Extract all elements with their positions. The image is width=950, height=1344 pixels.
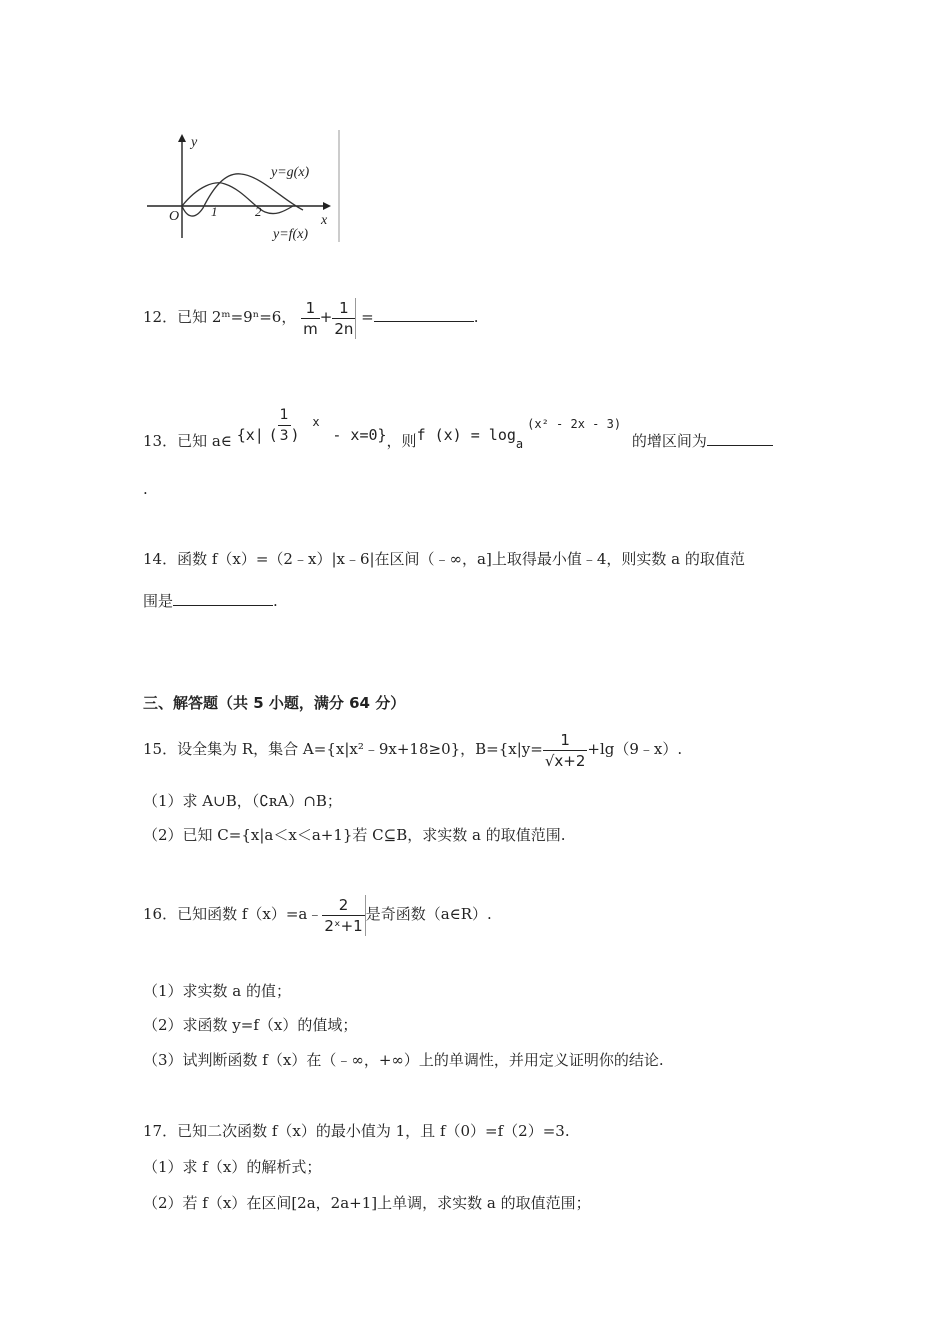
q13-base-fraction: $\frac{1}{3}$ — [279, 407, 289, 444]
q17-part-1: （1）求 f（x）的解析式； — [143, 1158, 322, 1176]
function-graph — [143, 128, 343, 246]
q13-set-close: - x=0} — [332, 426, 387, 444]
section-3-heading: 三、解答题（共 5 小题，满分 64 分） — [143, 694, 406, 712]
q16-part-1: （1）求实数 a 的值； — [143, 982, 292, 1000]
g-curve-label: y=g(x) — [271, 165, 310, 180]
q14-answer-blank[interactable] — [173, 591, 273, 606]
y-axis-label: y — [191, 135, 198, 150]
tick-2-label: 2 — [255, 204, 262, 219]
q12-prefix: 已知 2ᵐ=9ⁿ=6， — [177, 308, 297, 326]
q12-answer-blank[interactable] — [374, 307, 474, 322]
q13-answer-blank[interactable] — [707, 431, 773, 446]
q14-line-1: 14．函数 f（x）=（2﹣x）|x﹣6|在区间（﹣∞，a]上取得最小值﹣4，则实数 a 的取值范 — [143, 550, 745, 568]
q15-fraction: $\frac{1}{√x+2}$ — [544, 730, 586, 770]
q16-fraction: $\frac{2}{\text{2ˣ+1}}$ — [322, 895, 365, 936]
g-curve — [182, 183, 293, 214]
question-12 — [143, 292, 479, 342]
q12-end: . — [473, 308, 479, 326]
q13-exponent: x — [312, 415, 320, 429]
q17-part-2: （2）若 f（x）在区间[2a，2a+1]上单调，求实数 a 的取值范围； — [143, 1194, 591, 1212]
q15-part-2: （2）已知 C={x|a＜x＜a+1}若 C⊆B，求实数 a 的取值范围. — [143, 826, 566, 844]
tick-1-label: 1 — [211, 204, 218, 219]
q13-number: 13． — [143, 432, 178, 450]
q12-equals: = — [361, 308, 374, 326]
q13-log-base: a — [515, 437, 524, 451]
q16-part-3: （3）试判断函数 f（x）在（﹣∞，+∞）上的单调性，并用定义证明你的结论. — [143, 1051, 664, 1069]
q13-suffix: 的增区间为 — [631, 432, 707, 450]
f-curve-label: y=f(x) — [273, 227, 309, 242]
question-15-stem: 15．设全集为 R，集合 A={x|x²﹣9x+18≥0}，B={x|y= $\frac{1}{√x+2}$ +lg（9﹣x）. — [143, 730, 683, 770]
question-13: 13．已知 a∈ {x| ( $\frac{1}{3}$ ) $^x$ - x=0}，则f (x) = loga$^{(x^2 - 2x - 3)}$ 的增区间为 — [143, 392, 773, 452]
q13-prefix: 已知 a∈ — [177, 432, 232, 450]
q12-fraction-1: $\frac{1}{m}$ — [303, 298, 318, 338]
q12-number: 12． — [143, 308, 178, 326]
question-17-stem: 17．已知二次函数 f（x）的最小值为 1，且 f（0）=f（2）=3. — [143, 1122, 570, 1140]
origin-label: O — [169, 209, 180, 224]
q15-part-1: （1）求 A∪B，（∁ʀA）∩B； — [143, 792, 342, 810]
q13-middle: ，则 — [386, 432, 417, 450]
q13-set-open: {x| — [236, 426, 264, 444]
question-16-stem: 16．已知函数 f（x）=a﹣ $\frac{2}{\text{2ˣ+1}}$ 是奇函数（a∈R）. — [143, 895, 492, 935]
q12-fraction-2: $\frac{1}{2n}$ — [332, 298, 356, 339]
q13-end: . — [143, 480, 148, 498]
q14-line-2: 围是 . — [143, 592, 278, 610]
x-axis-label: x — [321, 213, 328, 228]
q12-plus: + — [319, 308, 333, 326]
q13-func: f (x) = log — [416, 426, 516, 444]
q16-part-2: （2）求函数 y=f（x）的值域； — [143, 1016, 358, 1034]
q13-arg: (x² - 2x - 3) — [527, 417, 622, 431]
